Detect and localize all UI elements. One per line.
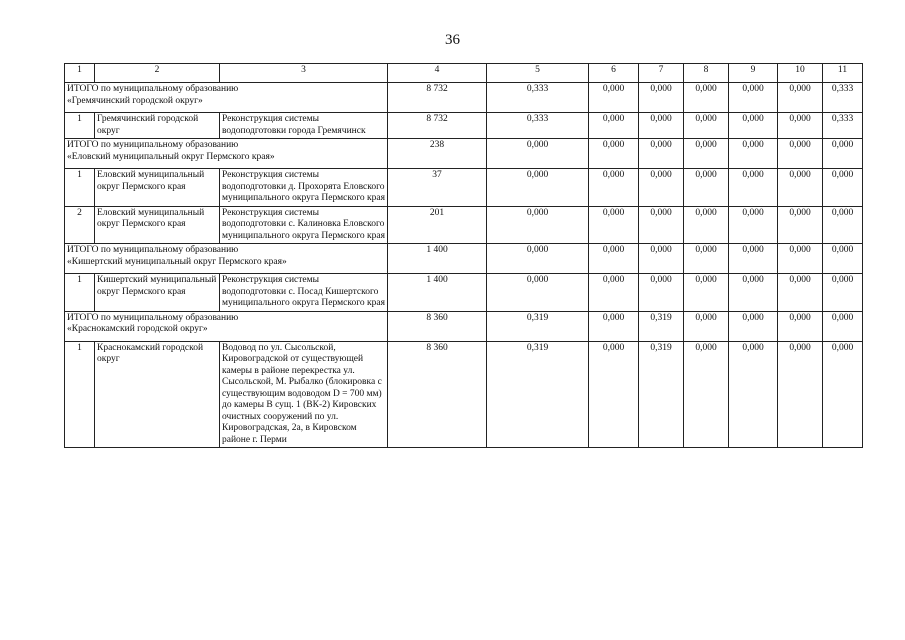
object-cell: Реконструкция системы водоподготовки с. Посад Кишертского муниципального округа Пермского края (220, 274, 388, 312)
total-label-line1: ИТОГО по муниципальному образованию (67, 84, 239, 94)
value-cell-col4: 37 (388, 169, 487, 207)
value-cell-col10: 0,000 (778, 244, 823, 274)
value-cell-col4: 201 (388, 206, 487, 244)
header-cell: 7 (639, 64, 684, 83)
value-cell-col6: 0,000 (589, 244, 639, 274)
header-cell: 3 (220, 64, 388, 83)
value-cell-col8: 0,000 (684, 139, 729, 169)
total-label-line2: «Еловский муниципальный округ Пермского края» (67, 151, 275, 162)
value-cell-col7: 0,000 (639, 274, 684, 312)
value-cell-col6: 0,000 (589, 139, 639, 169)
table-row (65, 169, 863, 207)
object-cell: Реконструкция системы водоподготовки города Гремячинск (220, 113, 388, 139)
value-cell-col4: 8 732 (388, 113, 487, 139)
value-cell-col11: 0,333 (823, 113, 863, 139)
header-cell: 9 (729, 64, 778, 83)
value-cell-col6: 0,000 (589, 274, 639, 312)
value-cell-col10: 0,000 (778, 274, 823, 312)
header-cell: 8 (684, 64, 729, 83)
value-cell-col9: 0,000 (729, 244, 778, 274)
value-cell-col5: 0,319 (487, 341, 589, 448)
value-cell-col10: 0,000 (778, 311, 823, 341)
total-label-line1: ИТОГО по муниципальному образованию (67, 245, 239, 255)
header-cell: 6 (589, 64, 639, 83)
value-cell-col11: 0,000 (823, 139, 863, 169)
table-row (65, 274, 863, 312)
header-cell: 11 (823, 64, 863, 83)
value-cell-col8: 0,000 (684, 206, 729, 244)
total-label (65, 311, 388, 341)
value-cell-col5: 0,000 (487, 139, 589, 169)
table-row (65, 113, 863, 139)
header-cell: 5 (487, 64, 589, 83)
total-label (65, 244, 388, 274)
value-cell-col11: 0,333 (823, 83, 863, 113)
object-cell: Реконструкция системы водоподготовки с. Калиновка Еловского муниципального округа Пермского края (220, 206, 388, 244)
value-cell-col4: 1 400 (388, 244, 487, 274)
object-cell: Водовод по ул. Сысольской, Кировоградской от существующей камеры в районе перекрестка ул. Сысольской, М. Рыбалко (блокировка с существующим водоводом D = 700 мм) до камеры В сущ. 1 (ВК-2) Кировских очистных сооружений по ул. Кировоградская, 2а, в Кировском районе г. Перми (220, 341, 388, 448)
value-cell-col8: 0,000 (684, 113, 729, 139)
value-cell-col11: 0,000 (823, 274, 863, 312)
value-cell-col4: 238 (388, 139, 487, 169)
value-cell-col6: 0,000 (589, 113, 639, 139)
municipality-cell: Еловский муниципальный округ Пермского края (95, 169, 220, 207)
page-number: 36 (445, 32, 460, 48)
value-cell-col6: 0,000 (589, 83, 639, 113)
municipality-cell: Краснокамский городской округ (95, 341, 220, 448)
value-cell-col7: 0,000 (639, 113, 684, 139)
header-cell: 4 (388, 64, 487, 83)
value-cell-col7: 0,319 (639, 311, 684, 341)
value-cell-col9: 0,000 (729, 206, 778, 244)
total-row (65, 83, 863, 113)
value-cell-col11: 0,000 (823, 244, 863, 274)
total-label-line2: «Краснокамский городской округ» (67, 324, 208, 334)
value-cell-col5: 0,319 (487, 311, 589, 341)
value-cell-col4: 8 360 (388, 311, 487, 341)
value-cell-col6: 0,000 (589, 341, 639, 448)
value-cell-col9: 0,000 (729, 113, 778, 139)
value-cell-col10: 0,000 (778, 113, 823, 139)
header-cell: 2 (95, 64, 220, 83)
row-number: 2 (65, 206, 95, 244)
value-cell-col10: 0,000 (778, 169, 823, 207)
value-cell-col5: 0,333 (487, 113, 589, 139)
header-cell: 1 (65, 64, 95, 83)
total-row (65, 244, 863, 274)
value-cell-col8: 0,000 (684, 244, 729, 274)
total-row (65, 311, 863, 341)
value-cell-col10: 0,000 (778, 139, 823, 169)
row-number: 1 (65, 169, 95, 207)
value-cell-col5: 0,000 (487, 169, 589, 207)
value-cell-col6: 0,000 (589, 169, 639, 207)
value-cell-col9: 0,000 (729, 139, 778, 169)
value-cell-col6: 0,000 (589, 311, 639, 341)
row-number: 1 (65, 341, 95, 448)
value-cell-col10: 0,000 (778, 206, 823, 244)
value-cell-col10: 0,000 (778, 83, 823, 113)
value-cell-col9: 0,000 (729, 311, 778, 341)
total-label (65, 139, 388, 169)
value-cell-col10: 0,000 (778, 341, 823, 448)
investment-program-table (64, 63, 863, 448)
value-cell-col8: 0,000 (684, 169, 729, 207)
total-label (65, 83, 388, 113)
object-cell: Реконструкция системы водоподготовки д. Прохорята Еловского муниципального округа Пермского края (220, 169, 388, 207)
value-cell-col7: 0,319 (639, 341, 684, 448)
table-row (65, 206, 863, 244)
value-cell-col11: 0,000 (823, 311, 863, 341)
row-number: 1 (65, 274, 95, 312)
value-cell-col8: 0,000 (684, 311, 729, 341)
value-cell-col8: 0,000 (684, 83, 729, 113)
value-cell-col7: 0,000 (639, 139, 684, 169)
total-label-line2: «Гремячинский городской округ» (67, 95, 203, 106)
value-cell-col5: 0,000 (487, 244, 589, 274)
value-cell-col4: 8 360 (388, 341, 487, 448)
value-cell-col8: 0,000 (684, 341, 729, 448)
municipality-cell: Еловский муниципальный округ Пермского края (95, 206, 220, 244)
row-number: 1 (65, 113, 95, 139)
value-cell-col9: 0,000 (729, 83, 778, 113)
municipality-cell: Гремячинский городской округ (95, 113, 220, 139)
value-cell-col5: 0,000 (487, 206, 589, 244)
value-cell-col11: 0,000 (823, 341, 863, 448)
value-cell-col6: 0,000 (589, 206, 639, 244)
total-label-line1: ИТОГО по муниципальному образованию (67, 312, 239, 323)
value-cell-col8: 0,000 (684, 274, 729, 312)
value-cell-col9: 0,000 (729, 341, 778, 448)
value-cell-col5: 0,000 (487, 274, 589, 312)
table-row (65, 341, 863, 448)
value-cell-col7: 0,000 (639, 169, 684, 207)
total-label-line2: «Кишертский муниципальный округ Пермского края» (67, 256, 287, 267)
value-cell-col9: 0,000 (729, 274, 778, 312)
value-cell-col11: 0,000 (823, 169, 863, 207)
value-cell-col7: 0,000 (639, 206, 684, 244)
value-cell-col7: 0,000 (639, 83, 684, 113)
total-label-line1: ИТОГО по муниципальному образованию (67, 140, 239, 150)
value-cell-col7: 0,000 (639, 244, 684, 274)
municipality-cell: Кишертский муниципальный округ Пермского края (95, 274, 220, 312)
header-row (65, 64, 863, 83)
value-cell-col9: 0,000 (729, 169, 778, 207)
value-cell-col4: 1 400 (388, 274, 487, 312)
value-cell-col11: 0,000 (823, 206, 863, 244)
total-row (65, 139, 863, 169)
header-cell: 10 (778, 64, 823, 83)
value-cell-col5: 0,333 (487, 83, 589, 113)
value-cell-col4: 8 732 (388, 83, 487, 113)
